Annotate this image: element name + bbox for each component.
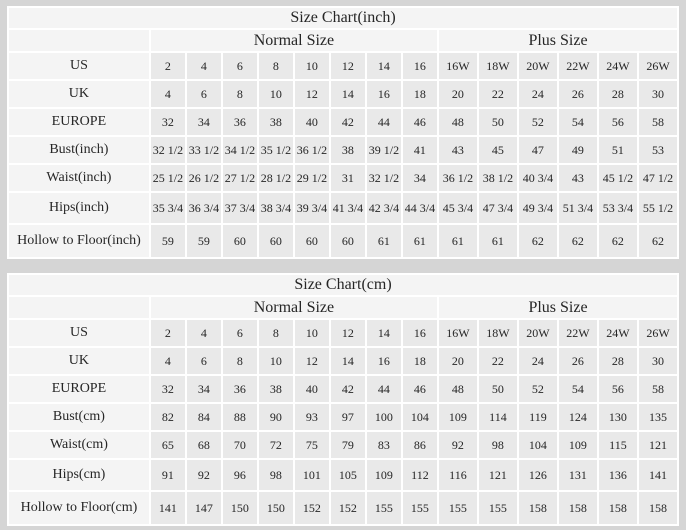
size-value-cell: 36 3/4 [187,193,221,223]
size-value-cell: 51 3/4 [559,193,597,223]
size-value-cell: 38 [259,376,293,402]
size-value-cell: 119 [519,404,557,430]
size-value-cell: 30 [639,348,677,374]
size-value-cell: 43 [559,165,597,191]
size-value-cell: 54 [559,376,597,402]
size-value-cell: 116 [439,460,477,490]
size-value-cell: 61 [403,225,437,257]
table-row [9,432,677,458]
size-value-cell: 86 [403,432,437,458]
size-value-cell: 36 1/2 [439,165,477,191]
size-value-cell: 150 [259,492,293,524]
size-value-cell: 18W [479,320,517,346]
size-value-cell: 152 [331,492,365,524]
size-value-cell: 6 [187,81,221,107]
size-value-cell: 60 [223,225,257,257]
row-label: Hips(inch) [9,193,149,223]
size-value-cell: 44 [367,109,401,135]
size-value-cell: 49 [559,137,597,163]
table-row [9,137,677,163]
row-label: EUROPE [9,109,149,135]
size-value-cell: 126 [519,460,557,490]
size-value-cell: 155 [439,492,477,524]
size-value-cell: 27 1/2 [223,165,257,191]
size-value-cell: 33 1/2 [187,137,221,163]
size-value-cell: 96 [223,460,257,490]
table-title: Size Chart(cm) [9,275,677,295]
size-value-cell: 2 [151,320,185,346]
size-value-cell: 131 [559,460,597,490]
size-value-cell: 158 [639,492,677,524]
size-value-cell: 56 [599,109,637,135]
table-row [9,460,677,490]
size-value-cell: 136 [599,460,637,490]
size-value-cell: 22 [479,81,517,107]
size-value-cell: 20W [519,53,557,79]
size-value-cell: 34 [403,165,437,191]
size-value-cell: 60 [331,225,365,257]
size-value-cell: 105 [331,460,365,490]
size-value-cell: 22W [559,320,597,346]
size-value-cell: 6 [187,348,221,374]
size-value-cell: 115 [599,432,637,458]
size-value-cell: 36 [223,109,257,135]
table-row [9,193,677,223]
size-value-cell: 6 [223,53,257,79]
size-value-cell: 22W [559,53,597,79]
size-value-cell: 40 [295,109,329,135]
size-value-cell: 44 3/4 [403,193,437,223]
size-value-cell: 155 [403,492,437,524]
size-value-cell: 12 [331,320,365,346]
size-value-cell: 121 [639,432,677,458]
size-value-cell: 88 [223,404,257,430]
size-value-cell: 20W [519,320,557,346]
size-value-cell: 62 [599,225,637,257]
size-value-cell: 18 [403,81,437,107]
row-label: Bust(cm) [9,404,149,430]
size-value-cell: 112 [403,460,437,490]
table-title: Size Chart(inch) [9,8,677,28]
size-value-cell: 35 3/4 [151,193,185,223]
size-value-cell: 36 1/2 [295,137,329,163]
size-value-cell: 14 [367,320,401,346]
table-row [9,492,677,524]
size-value-cell: 72 [259,432,293,458]
size-value-cell: 49 3/4 [519,193,557,223]
size-value-cell: 56 [599,376,637,402]
size-value-cell: 48 [439,376,477,402]
size-value-cell: 16 [403,53,437,79]
size-value-cell: 155 [367,492,401,524]
size-value-cell: 147 [187,492,221,524]
size-value-cell: 141 [639,460,677,490]
size-value-cell: 12 [295,348,329,374]
size-value-cell: 141 [151,492,185,524]
row-label: Hips(cm) [9,460,149,490]
row-label: Bust(inch) [9,137,149,163]
size-value-cell: 10 [259,348,293,374]
size-value-cell: 34 1/2 [223,137,257,163]
size-value-cell: 40 3/4 [519,165,557,191]
size-value-cell: 68 [187,432,221,458]
size-value-cell: 26W [639,53,677,79]
size-value-cell: 8 [223,348,257,374]
size-value-cell: 16 [367,81,401,107]
size-value-cell: 29 1/2 [295,165,329,191]
size-value-cell: 101 [295,460,329,490]
size-value-cell: 16W [439,320,477,346]
size-value-cell: 26 1/2 [187,165,221,191]
size-value-cell: 45 1/2 [599,165,637,191]
size-value-cell: 16 [403,320,437,346]
table-row [9,81,677,107]
size-value-cell: 38 3/4 [259,193,293,223]
corner-cell [9,297,149,318]
size-value-cell: 26 [559,81,597,107]
size-value-cell: 8 [259,53,293,79]
size-value-cell: 62 [639,225,677,257]
size-value-cell: 24 [519,348,557,374]
size-value-cell: 83 [367,432,401,458]
size-value-cell: 59 [187,225,221,257]
size-value-cell: 22 [479,348,517,374]
size-value-cell: 59 [151,225,185,257]
size-value-cell: 109 [367,460,401,490]
row-label: EUROPE [9,376,149,402]
size-value-cell: 92 [439,432,477,458]
column-group-label: Normal Size [151,297,437,318]
size-value-cell: 10 [295,320,329,346]
size-value-cell: 4 [151,81,185,107]
size-value-cell: 40 [295,376,329,402]
size-value-cell: 32 1/2 [151,137,185,163]
size-value-cell: 35 1/2 [259,137,293,163]
size-value-cell: 47 [519,137,557,163]
size-value-cell: 4 [151,348,185,374]
size-value-cell: 58 [639,109,677,135]
size-value-cell: 58 [639,376,677,402]
row-label: US [9,53,149,79]
size-value-cell: 44 [367,376,401,402]
table-row [9,225,677,257]
size-value-cell: 12 [295,81,329,107]
table-row [9,53,677,79]
column-group-label: Normal Size [151,30,437,51]
table-row [9,109,677,135]
size-value-cell: 34 [187,376,221,402]
size-value-cell: 61 [479,225,517,257]
size-value-cell: 14 [367,53,401,79]
size-value-cell: 92 [187,460,221,490]
size-value-cell: 24 [519,81,557,107]
size-value-cell: 32 1/2 [367,165,401,191]
size-value-cell: 60 [259,225,293,257]
row-label: Waist(cm) [9,432,149,458]
size-value-cell: 39 1/2 [367,137,401,163]
size-value-cell: 158 [599,492,637,524]
size-value-cell: 135 [639,404,677,430]
size-value-cell: 100 [367,404,401,430]
size-value-cell: 18W [479,53,517,79]
size-value-cell: 43 [439,137,477,163]
table-row [9,320,677,346]
size-value-cell: 158 [559,492,597,524]
size-value-cell: 53 3/4 [599,193,637,223]
column-group-label: Plus Size [439,30,677,51]
size-value-cell: 51 [599,137,637,163]
size-value-cell: 98 [479,432,517,458]
size-value-cell: 16W [439,53,477,79]
size-value-cell: 53 [639,137,677,163]
size-value-cell: 46 [403,109,437,135]
row-label: Hollow to Floor(cm) [9,492,149,524]
size-value-cell: 18 [403,348,437,374]
size-value-cell: 82 [151,404,185,430]
size-value-cell: 20 [439,348,477,374]
corner-cell [9,30,149,51]
size-chart-inch [7,6,679,259]
size-value-cell: 42 [331,376,365,402]
table-row [9,348,677,374]
size-value-cell: 47 3/4 [479,193,517,223]
size-value-cell: 28 [599,348,637,374]
row-label: US [9,320,149,346]
size-value-cell: 30 [639,81,677,107]
size-value-cell: 109 [439,404,477,430]
size-value-cell: 109 [559,432,597,458]
size-value-cell: 26 [559,348,597,374]
size-value-cell: 16 [367,348,401,374]
size-value-cell: 46 [403,376,437,402]
size-value-cell: 10 [295,53,329,79]
size-value-cell: 52 [519,376,557,402]
size-value-cell: 41 3/4 [331,193,365,223]
size-value-cell: 34 [187,109,221,135]
size-chart-table-cm [7,273,679,526]
size-value-cell: 28 [599,81,637,107]
size-value-cell: 61 [439,225,477,257]
column-group-label: Plus Size [439,297,677,318]
size-value-cell: 50 [479,376,517,402]
size-value-cell: 4 [187,320,221,346]
size-value-cell: 54 [559,109,597,135]
table-row [9,376,677,402]
size-value-cell: 28 1/2 [259,165,293,191]
size-value-cell: 6 [223,320,257,346]
size-value-cell: 25 1/2 [151,165,185,191]
size-value-cell: 150 [223,492,257,524]
size-value-cell: 47 1/2 [639,165,677,191]
size-value-cell: 130 [599,404,637,430]
size-chart-cm [7,273,679,526]
size-value-cell: 50 [479,109,517,135]
size-value-cell: 75 [295,432,329,458]
size-value-cell: 90 [259,404,293,430]
size-value-cell: 155 [479,492,517,524]
size-value-cell: 104 [519,432,557,458]
size-value-cell: 26W [639,320,677,346]
row-label: UK [9,348,149,374]
size-value-cell: 38 [259,109,293,135]
size-value-cell: 124 [559,404,597,430]
size-value-cell: 62 [559,225,597,257]
size-value-cell: 41 [403,137,437,163]
table-row [9,404,677,430]
size-value-cell: 32 [151,376,185,402]
size-value-cell: 31 [331,165,365,191]
size-value-cell: 91 [151,460,185,490]
table-row [9,165,677,191]
size-value-cell: 39 3/4 [295,193,329,223]
size-value-cell: 2 [151,53,185,79]
size-value-cell: 98 [259,460,293,490]
size-value-cell: 45 [479,137,517,163]
size-value-cell: 38 [331,137,365,163]
size-value-cell: 65 [151,432,185,458]
size-value-cell: 152 [295,492,329,524]
size-value-cell: 60 [295,225,329,257]
size-value-cell: 10 [259,81,293,107]
size-value-cell: 79 [331,432,365,458]
size-value-cell: 38 1/2 [479,165,517,191]
size-value-cell: 93 [295,404,329,430]
size-value-cell: 36 [223,376,257,402]
size-value-cell: 45 3/4 [439,193,477,223]
size-value-cell: 104 [403,404,437,430]
size-value-cell: 114 [479,404,517,430]
size-value-cell: 24W [599,53,637,79]
size-value-cell: 8 [259,320,293,346]
size-value-cell: 12 [331,53,365,79]
size-value-cell: 42 [331,109,365,135]
size-value-cell: 42 3/4 [367,193,401,223]
size-value-cell: 14 [331,81,365,107]
size-value-cell: 24W [599,320,637,346]
row-label: Hollow to Floor(inch) [9,225,149,257]
size-value-cell: 4 [187,53,221,79]
size-value-cell: 20 [439,81,477,107]
size-value-cell: 62 [519,225,557,257]
size-value-cell: 52 [519,109,557,135]
size-chart-table-inch [7,6,679,259]
size-value-cell: 37 3/4 [223,193,257,223]
size-value-cell: 14 [331,348,365,374]
row-label: Waist(inch) [9,165,149,191]
size-value-cell: 84 [187,404,221,430]
size-value-cell: 8 [223,81,257,107]
size-value-cell: 48 [439,109,477,135]
size-value-cell: 61 [367,225,401,257]
size-value-cell: 32 [151,109,185,135]
row-label: UK [9,81,149,107]
size-value-cell: 55 1/2 [639,193,677,223]
size-value-cell: 70 [223,432,257,458]
size-value-cell: 158 [519,492,557,524]
size-value-cell: 121 [479,460,517,490]
size-value-cell: 97 [331,404,365,430]
